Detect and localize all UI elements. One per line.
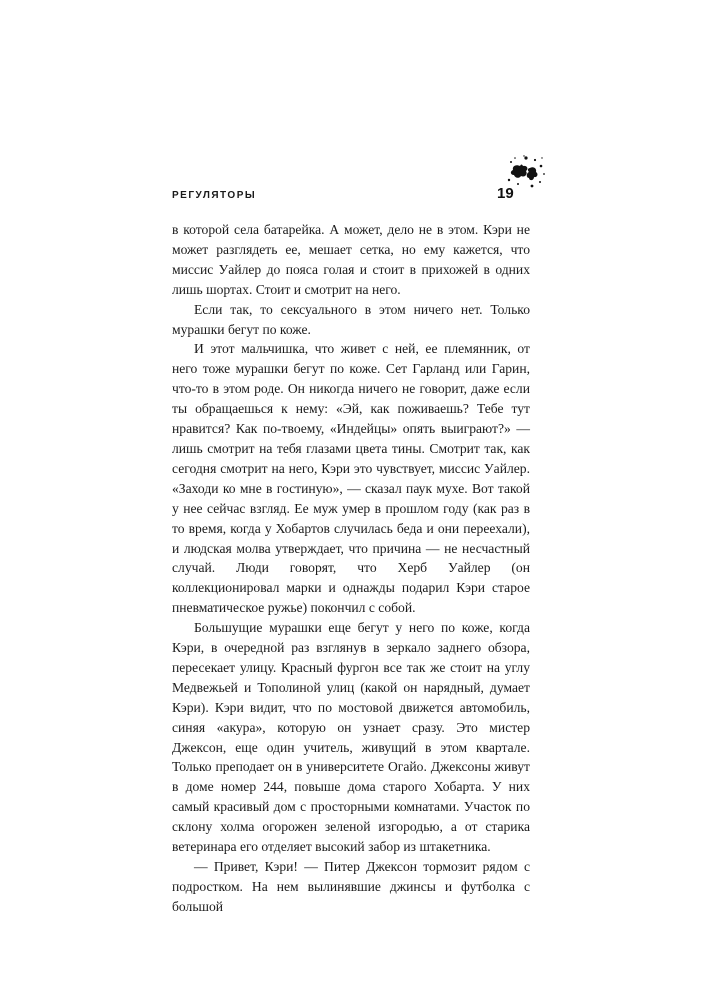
paragraph: И этот мальчишка, что живет с ней, ее племянник, от него тоже мурашки бегут по коже. Сет Гарланд или Гарин, что-то в этом роде. Он никогда ничего не говорит, даже если ты обращаешься к нему: «Эй, как поживаешь? Тебе тут нравится? Как по-твоему, «Индейцы» опять выиграют?» — лишь смотрит на тебя глазами цвета тины. Смотрит так, как сегодня смотрит на него, Кэри это чувствует, миссис Уайлер. «Заходи ко мне в гостиную», — сказал паук мухе. Вот такой у нее сейчас взгляд. Ее муж умер в прошлом году (как раз в то время, когда у Хобартов случилась беда и они переехали), и людская молва утверждает, что причина — не несчастный случай. Люди говорят, что Херб Уайлер (он коллекционировал марки и однажды подарил Кэри старое пневматическое ружье) покончил с собой. [172,341,530,616]
body-text [172,220,530,917]
paragraph: Большущие мурашки еще бегут у него по коже, когда Кэри, в очередной раз взглянув в зеркало заднего обзора, пересекает улицу. Красный фургон все так же стоит на углу Медвежьей и Тополиной улиц (какой он нарядный, думает Кэри). Кэри видит, что по мостовой движется автомобиль, синяя «акура», которую он узнает сразу. Это мистер Джексон, еще один учитель, живущий в этом квартале. Только преподает он в университете Огайо. Джексоны живут в доме номер 244, повыше дома старого Хобарта. У них самый красивый дом с просторными комнатами. Участок по склону холма огорожен зеленой изгородью, а от старика ветеринара его отделяет высокий забор из штакетника. [172,620,530,855]
page-header [172,176,532,216]
paragraph: Если так, то сексуального в этом ничего нет. Только мурашки бегут по коже. [172,301,530,337]
running-title: РЕГУЛЯТОРЫ [172,190,257,201]
paragraph: в которой села батарейка. А может, дело не в этом. Кэри не может разглядеть ее, мешает сетка, но ему кажется, что миссис Уайлер до пояса голая и стоит в прихожей в одних лишь шортах. Стоит и смотрит на него. [172,222,530,297]
paragraph: — Привет, Кэри! — Питер Джексон тормозит рядом с подростком. На нем вылинявшие джинсы и футболка с большой [172,859,530,914]
page-number: 19 [497,185,514,202]
